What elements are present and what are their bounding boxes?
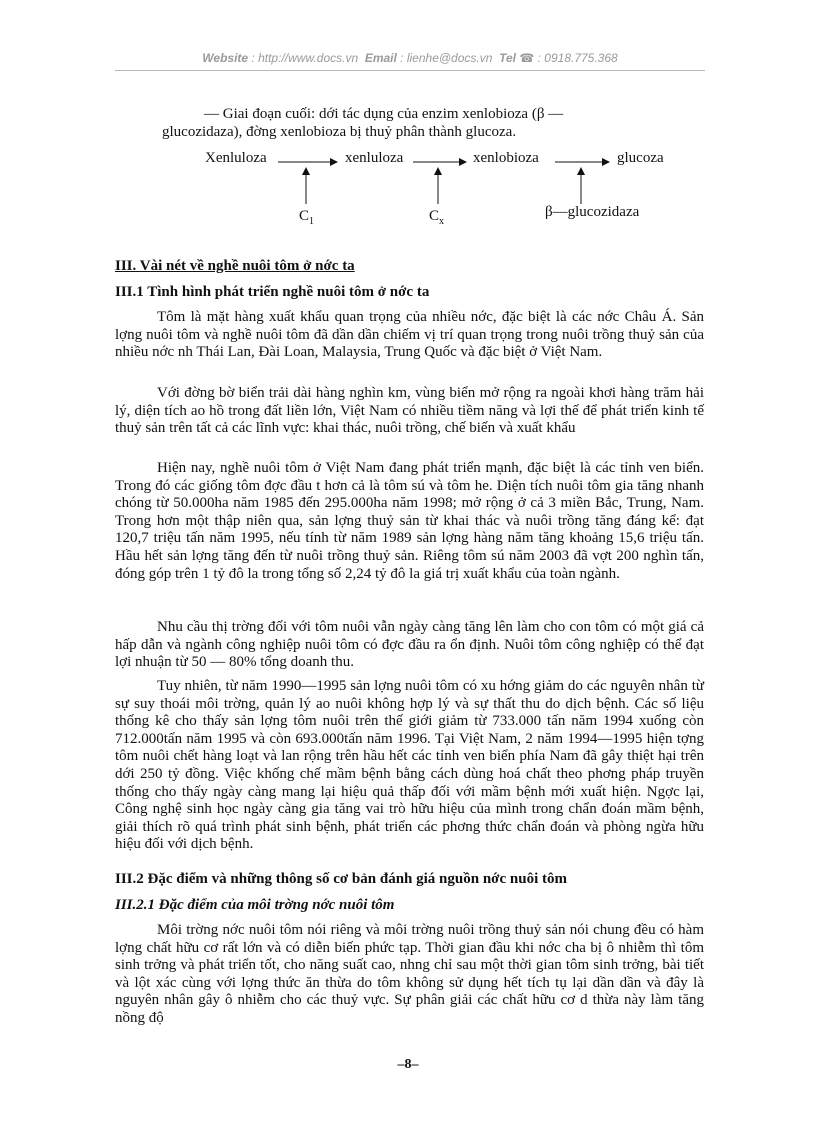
enzyme-c1: $C_1$: [299, 208, 315, 227]
intro-line-2: glucozidaza), đờng xenlobioza bị thuỷ phân thành glucoza.: [162, 124, 517, 140]
page-header: [115, 51, 705, 65]
paragraph-3: Hiện nay, nghề nuôi tôm ở Việt Nam đang phát triển mạnh, đặc biệt là các tỉnh ven biển. Trong đó các giống tôm đợc đầu t hơn cả là tôm sú và tôm he. Diện tích nuôi tôm gia tăng nhanh chóng từ 50.000ha năm 1985 đến 295.000ha năm 1998; mở rộng ở cả 3 miền Bắc, Trung, Nam. Trong hơn một thập niên qua, sản lợng thuỷ sản từ khai thác và nuôi trồng tăng đáng kể: đạt 120,7 triệu tấn năm 1995, nếu tính từ năm 1989 sản lợng hàng năm tăng khoảng 15,6 triệu tấn. Hầu hết sản lợng tăng đến từ nuôi trồng thuỷ sản. Riêng tôm sú năm 2003 đã vợt 200 nghìn tấn, đóng góp trên 1 tỷ đô la trong tổng số 2,24 tỷ đô la giá trị xuất khẩu của toàn ngành.: [115, 460, 704, 582]
page-number: –8–: [397, 1057, 419, 1072]
section-3-title: III. Vài nét về nghề nuôi tôm ở nớc ta: [115, 258, 355, 274]
section-3-2-1-title: III.2.1 Đặc điểm của môi trờng nớc nuôi tôm: [115, 897, 395, 913]
enzyme-cx: $C_x$: [429, 208, 445, 227]
node-glucoza: glucoza: [617, 150, 664, 166]
paragraph-1: Tôm là mặt hàng xuất khẩu quan trọng của nhiều nớc, đặc biệt là các nớc Châu Á. Sản lợng nuôi tôm và nghề nuôi tôm đã dần dần chiếm vị trí quan trọng trong nuôi trồng thuỷ sản của nhiều nớc nh Thái Lan, Đài Loan, Malaysia, Trung Quốc và đặc biệt ở Việt Nam.: [115, 309, 704, 361]
tel-label: Tel: [499, 51, 516, 65]
node-xenlobioza: xenlobioza: [473, 150, 539, 166]
tel-value: : 0918.775.368: [537, 51, 618, 65]
section-3-2-title: III.2 Đặc điểm và những thông số cơ bản đánh giá nguồn nớc nuôi tôm: [115, 871, 567, 887]
intro-line-1: — Giai đoạn cuối: dới tác dụng của enzim xenlobioza (β —: [204, 106, 564, 122]
enzyme-glucozidaza: β—glucozidaza: [545, 204, 640, 220]
hydrolysis-diagram: [205, 148, 685, 228]
email-label: Email: [364, 51, 397, 65]
paragraph-4: Nhu cầu thị trờng đối với tôm nuôi vẫn ngày càng tăng lên làm cho con tôm có một giá cả hấp dẫn và ngành công nghiệp nuôi tôm có đợc đầu ra ổn định. Nuôi tôm công nghiệp có thể đạt lợi nhuận từ 50 — 80% tổng doanh thu.: [115, 619, 704, 671]
node-xenluloza-1: Xenluloza: [205, 150, 267, 166]
phone-icon: ☎: [519, 51, 535, 65]
paragraph-5: Tuy nhiên, từ năm 1990—1995 sản lợng nuôi tôm có xu hớng giảm do các nguyên nhân từ sự suy thoái môi trờng, quản lý ao nuôi không hợp lý và sự thất thu do dịch bệnh. Các số liệu thống kê cho thấy sản lợng tôm nuôi trên thế giới giảm từ 733.000 tấn năm 1994 xuống còn 712.000tấn năm 1995 và còn 693.000tấn năm 1996. Tại Việt Nam, 2 năm 1994—1995 hiện tợng tôm nuôi chết hàng loạt và lan rộng trên hầu hết các tỉnh ven biển phía Nam đã gây thiệt hại trên dới 250 tỷ đồng. Việc khống chế mầm bệnh bằng cách dùng hoá chất theo phơng pháp truyền thống cho thấy ngày càng mang lại hiệu quả thấp đối với mầm bệnh mới xuất hiện. Ngợc lại, Công nghệ sinh học ngày càng gia tăng vai trò hữu hiệu của mình trong chẩn đoán mầm bệnh, giải thích rõ quá trình phát sinh bệnh, phát triển các phơng thức chẩn đoán và phòng ngừa hữu hiệu đối với dịch bệnh.: [115, 678, 704, 853]
email-value[interactable]: : lienhe@docs.vn: [400, 51, 493, 65]
website-label: Website: [202, 51, 249, 65]
header-rule: [115, 70, 705, 71]
paragraph-6: Môi trờng nớc nuôi tôm nói riêng và môi trờng nuôi trồng thuỷ sản nói chung đều có hàm lợng chất hữu cơ rất lớn và có diễn biến phức tạp. Thời gian đầu khi nớc cha bị ô nhiễm thì tôm sinh trởng và phát triển tốt, cho năng suất cao, nhng chỉ sau một thời gian tôm sinh trởng, bài tiết và lột xác cùng với lợng thức ăn thừa do tôm không sử dụng hết tích tụ lại dần dần và đây là nguyên nhân gây ô nhiễm cho các thuỷ vực. Sự phân giải các chất hữu cơ d thừa này làm tăng nồng độ: [115, 922, 704, 1026]
node-xenluloza-2: xenluloza: [345, 150, 404, 166]
website-value[interactable]: : http://www.docs.vn: [251, 51, 359, 65]
paragraph-2: Với đờng bờ biển trải dài hàng nghìn km, vùng biển mở rộng ra ngoài khơi hàng trăm hải lý, diện tích ao hồ trong đất liền lớn, Việt Nam có nhiều tiềm năng và lợi thế để phát triển kinh tế thuỷ sản trên tất cả các lĩnh vực: khai thác, nuôi trồng, chế biến và xuất khẩu: [115, 385, 704, 437]
section-3-1-title: III.1 Tình hình phát triển nghề nuôi tôm ở nớc ta: [115, 284, 430, 300]
